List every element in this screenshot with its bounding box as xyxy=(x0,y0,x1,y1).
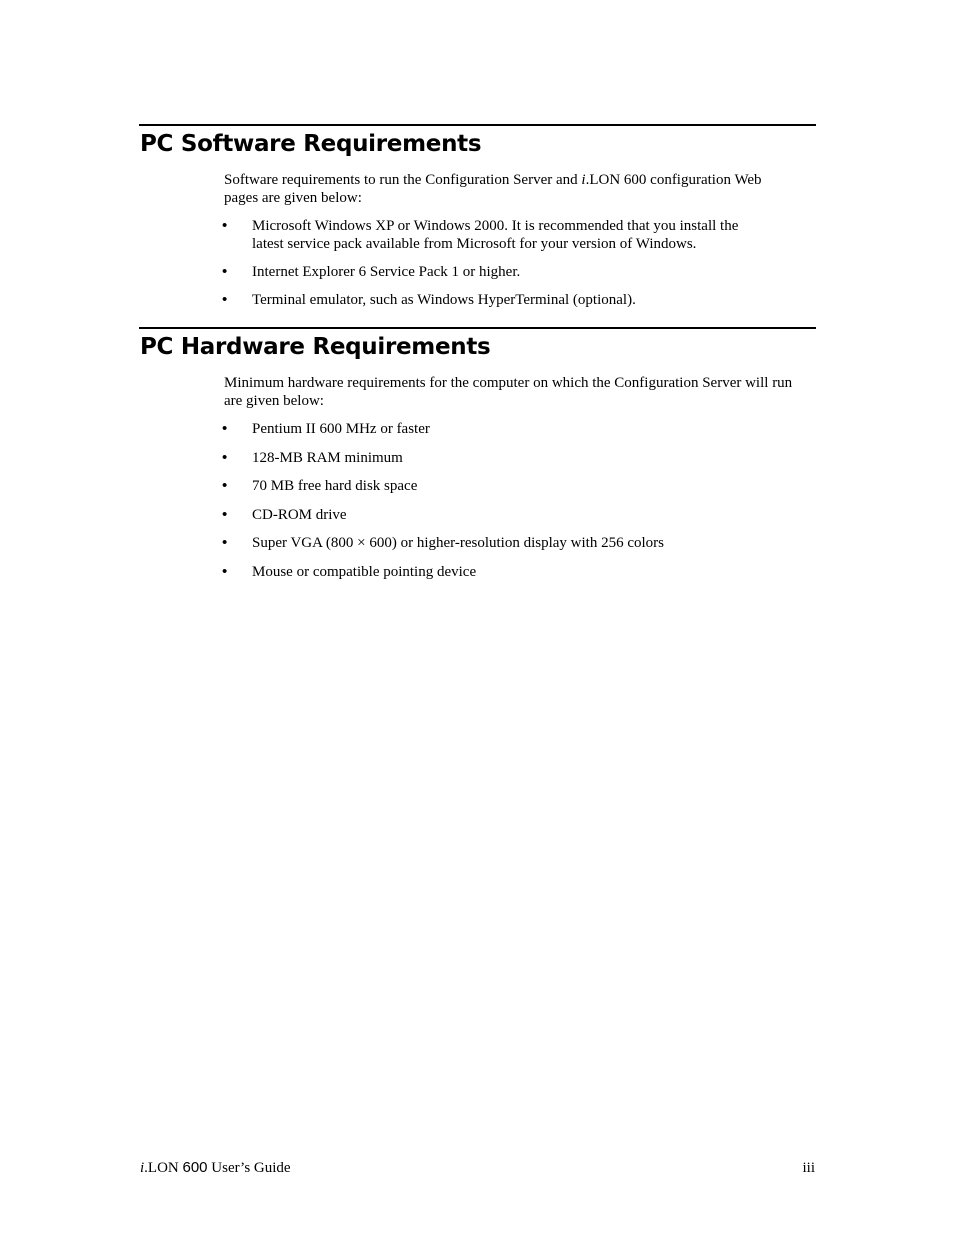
footer-document-title: i.LON 600 User’s Guide xyxy=(140,1159,291,1176)
list-item: • CD-ROM drive xyxy=(222,505,347,523)
footer-page-number: iii xyxy=(802,1160,815,1176)
list-item: • Terminal emulator, such as Windows HyperTerminal (optional). xyxy=(222,291,636,308)
bullet-icon: • xyxy=(222,477,228,494)
list-item: • Microsoft Windows XP or Windows 2000. It is recommended that you install the latest service pack available from Microsoft for your version of Windows. xyxy=(222,217,739,252)
bullet-icon: • xyxy=(222,562,228,580)
bullet-icon: • xyxy=(222,534,228,551)
hardware-requirements-section xyxy=(139,327,816,581)
section-rule xyxy=(139,327,816,329)
bullet-icon: • xyxy=(222,448,228,466)
list-item: • Mouse or compatible pointing device xyxy=(222,562,477,580)
section-heading: PC Hardware Requirements xyxy=(140,334,491,360)
section-rule xyxy=(139,124,816,126)
software-requirements-section xyxy=(139,124,816,309)
section-intro: Minimum hardware requirements for the computer on which the Configuration Server will run are given below: xyxy=(224,375,793,409)
section-intro: Software requirements to run the Configuration Server and i.LON 600 configuration Web pages are given below: xyxy=(224,172,762,206)
bullet-icon: • xyxy=(222,263,228,280)
list-item: • Pentium II 600 MHz or faster xyxy=(222,420,430,437)
bullet-icon: • xyxy=(222,291,228,308)
list-item: • 70 MB free hard disk space xyxy=(222,477,418,494)
list-item: • Super VGA (800 × 600) or higher-resolution display with 256 colors xyxy=(222,534,665,551)
software-requirements-list xyxy=(139,217,816,309)
list-item: • Internet Explorer 6 Service Pack 1 or higher. xyxy=(222,263,521,280)
bullet-icon: • xyxy=(222,420,228,437)
section-heading: PC Software Requirements xyxy=(140,131,482,157)
list-item: • 128-MB RAM minimum xyxy=(222,448,403,466)
bullet-icon: • xyxy=(222,505,228,523)
bullet-icon: • xyxy=(222,217,228,234)
hardware-requirements-list xyxy=(139,420,816,581)
